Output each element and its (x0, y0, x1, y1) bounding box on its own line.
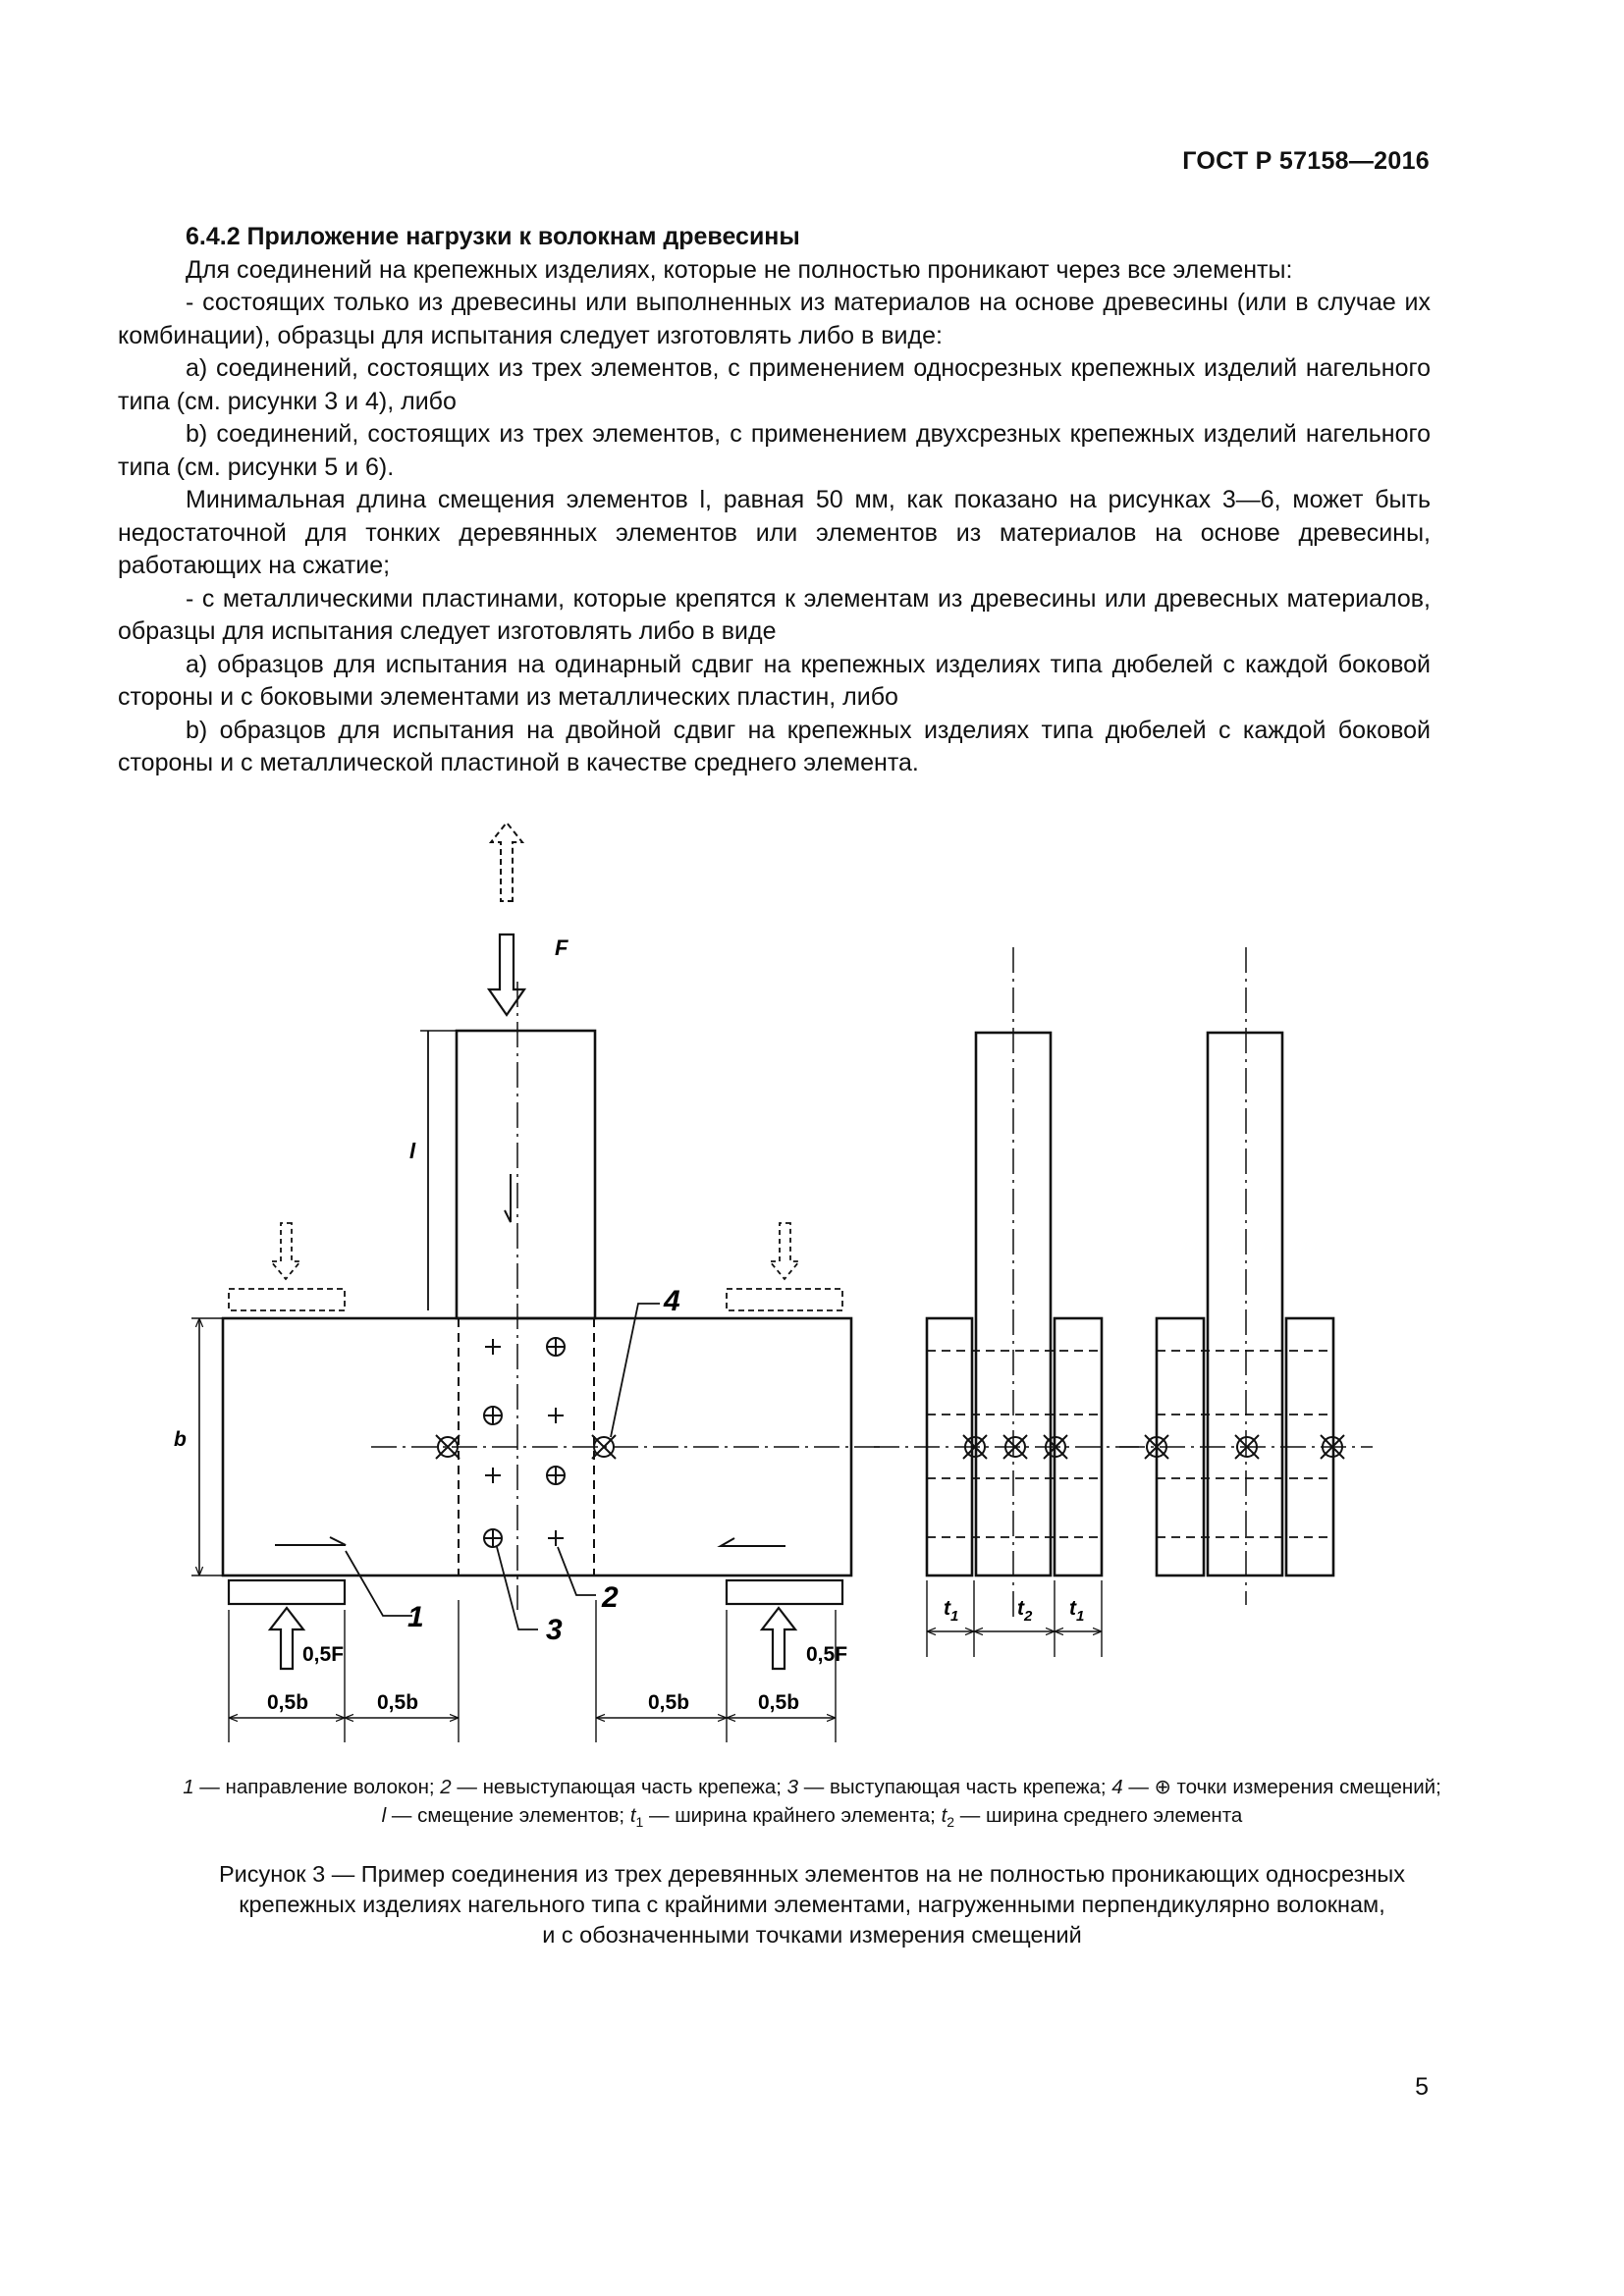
side-view-single-shear (874, 947, 1139, 1657)
callout-4: 4 (664, 1285, 680, 1317)
technical-drawing (0, 805, 1624, 1747)
legend-desc-t1: — ширина крайнего элемента; (643, 1804, 942, 1827)
paragraph: b) образцов для испытания на двойной сдвиг на крепежных изделиях типа дюбелей с каждой боковой стороны и с металлической пластиной в качестве среднего элемента. (118, 716, 1431, 776)
width-label: b (174, 1428, 187, 1451)
half-force-left-label: 0,5F (302, 1643, 345, 1666)
legend-desc-1: — направление волокон; (193, 1776, 441, 1798)
legend-key-t2-sub: 2 (947, 1814, 955, 1831)
t2-sub: 2 (1024, 1608, 1033, 1625)
legend-desc-4: — ⊕ точки измерения смещений; (1122, 1776, 1441, 1798)
load-pad-top-left (229, 1289, 345, 1310)
dim-right-2: 0,5b (758, 1691, 800, 1714)
legend-desc-3: — выступающая часть крепежа; (798, 1776, 1112, 1798)
paragraph: a) соединений, состоящих из трех элементов, с применением односрезных крепежных изделий нагельного типа (см. рисунки 3 и 4), либо (118, 354, 1431, 415)
force-label: F (555, 935, 568, 960)
dashed-load-arrow-right (770, 1223, 799, 1279)
t2-label (1017, 1597, 1033, 1625)
caption-line: Рисунок 3 — Пример соединения из трех деревянных элементов на не полностью проникающих односрезных (218, 1861, 1406, 1887)
support-pad-left (229, 1580, 345, 1604)
section-title: 6.4.2 Приложение нагрузки к волокнам древесины (186, 223, 800, 250)
t1-right-sub: 1 (1076, 1608, 1085, 1625)
tension-arrow-dashed (491, 823, 522, 901)
legend-key-1: 1 (183, 1776, 194, 1798)
legend-desc-l: — смещение элементов; (386, 1804, 630, 1827)
paragraph: - состоящих только из древесины или выполненных из материалов на основе древесины (или в случае их комбинации), образцы для испытания следует изготовлять либо в виде: (118, 289, 1431, 349)
force-arrow (489, 934, 524, 1015)
support-pad-right (727, 1580, 842, 1604)
paragraph: Для соединений на крепежных изделиях, которые не полностью проникают через все элементы: (186, 255, 1293, 284)
document-header: ГОСТ Р 57158—2016 (1182, 147, 1430, 175)
callout-2: 2 (602, 1581, 619, 1614)
paragraph: a) образцов для испытания на одинарный сдвиг на крепежных изделиях типа дюбелей с каждой боковой стороны и с боковыми элементами из металлических пластин, либо (118, 650, 1431, 711)
callout-leader-2 (558, 1547, 596, 1595)
support-arrow-left (270, 1608, 303, 1669)
legend-key-t2: t (941, 1804, 947, 1827)
paragraph: b) соединений, состоящих из трех элементов, с применением двухсрезных крепежных изделий нагельного типа (см. рисунки 5 и 6). (118, 420, 1431, 481)
legend-line-2 (118, 1801, 1506, 1837)
legend-desc-2: — невыступающая часть крепежа; (451, 1776, 787, 1798)
body-text (118, 221, 1431, 780)
dashed-load-arrow-left (271, 1223, 300, 1279)
t1-left-sub: 1 (950, 1608, 959, 1625)
figure-3-drawing (0, 805, 1624, 1747)
support-arrow-right (762, 1608, 795, 1669)
legend-key-4: 4 (1111, 1776, 1123, 1798)
t1-right-letter: t (1069, 1597, 1076, 1620)
figure-caption (118, 1859, 1506, 1950)
legend-key-l: l (381, 1804, 387, 1827)
legend-key-t1: t (629, 1804, 636, 1827)
callout-1: 1 (407, 1601, 424, 1633)
paragraph: - с металлическими пластинами, которые крепятся к элементам из древесины или древесных материалов, образцы для испытания следует изготовлять либо в виде (118, 584, 1431, 645)
fiber-arrow-right (721, 1538, 785, 1546)
t2-letter: t (1017, 1597, 1024, 1620)
page-number: 5 (1415, 2073, 1429, 2101)
middle-element (457, 1031, 595, 1318)
legend-key-2: 2 (440, 1776, 452, 1798)
callout-3: 3 (546, 1614, 563, 1646)
dim-left-1: 0,5b (267, 1691, 309, 1714)
t1-left-letter: t (944, 1597, 950, 1620)
t1-right-label (1069, 1597, 1084, 1625)
t1-left-label (944, 1597, 958, 1625)
fiber-arrow-left (275, 1537, 346, 1545)
caption-line: крепежных изделиях нагельного типа с крайними элементами, нагруженными перпендикулярно волокнам, (239, 1892, 1385, 1917)
side-view-double-shear (1119, 947, 1373, 1605)
legend-key-t1-sub: 1 (635, 1814, 644, 1831)
caption-line: и с обозначенными точками измерения смещений (542, 1922, 1082, 1948)
load-pad-top-right (727, 1289, 842, 1310)
half-force-right-label: 0,5F (806, 1643, 848, 1666)
dim-left-2: 0,5b (377, 1691, 419, 1714)
callout-leader-1 (346, 1551, 412, 1616)
length-label: l (409, 1139, 416, 1163)
callout-leader-4 (611, 1304, 660, 1437)
legend-desc-t2: — ширина среднего элемента (954, 1804, 1243, 1827)
fiber-arrow-middle (505, 1174, 511, 1222)
figure-legend (118, 1773, 1506, 1837)
legend-key-3: 3 (786, 1776, 799, 1798)
paragraph: Минимальная длина смещения элементов l, равная 50 мм, как показано на рисунках 3—6, может быть недостаточной для тонких деревянных элементов или элементов из материалов на основе древесины, работающих на сжатие; (118, 486, 1431, 579)
legend-line-1 (118, 1773, 1506, 1801)
fastener-markers (484, 1338, 565, 1547)
dim-right-1: 0,5b (648, 1691, 690, 1714)
